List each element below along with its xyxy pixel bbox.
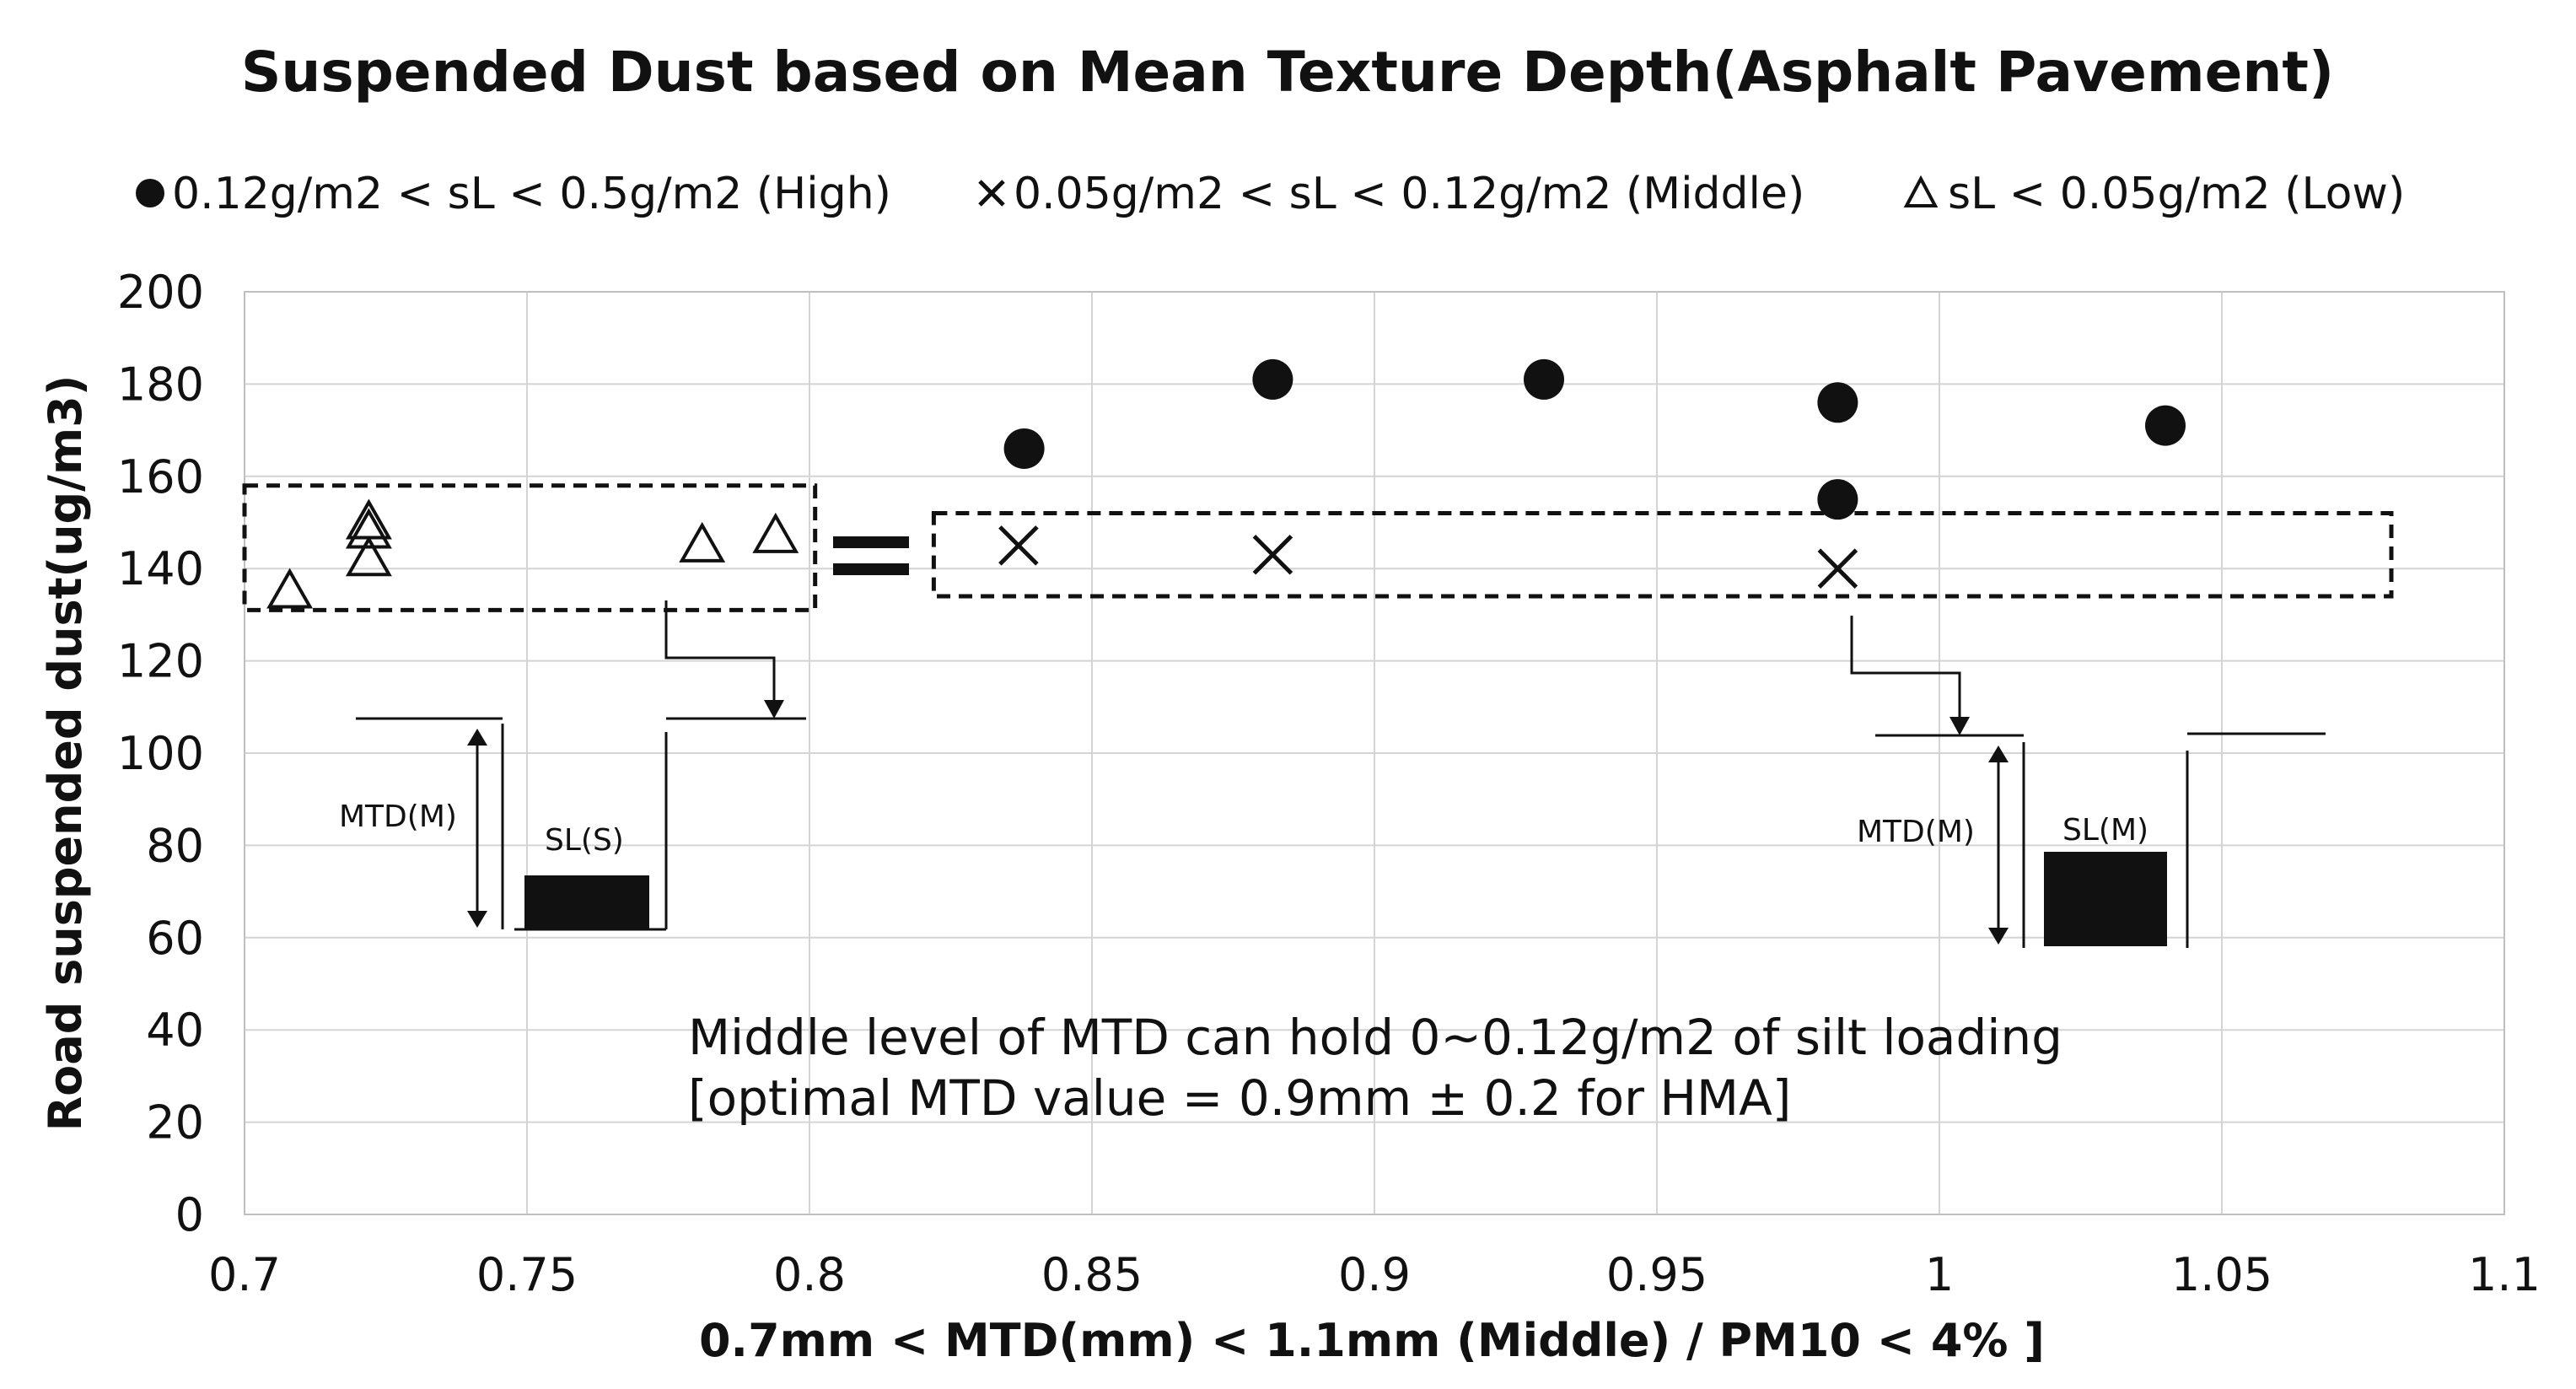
right-inset-diagram xyxy=(1852,616,2326,948)
left-inset-diagram xyxy=(339,600,806,929)
legend-label-high: 0.12g/m2 < sL < 0.5g/m2 (High) xyxy=(172,169,891,219)
data-point-high xyxy=(2145,406,2186,446)
y-tick-label: 140 xyxy=(116,542,204,596)
x-tick-label: 0.95 xyxy=(1605,1248,1708,1301)
data-point-high xyxy=(1252,359,1293,400)
x-tick-label: 1.05 xyxy=(2170,1248,2273,1301)
y-tick-label: 20 xyxy=(146,1096,204,1149)
x-tick-label: 0.85 xyxy=(1041,1248,1143,1301)
legend-marker-low xyxy=(1906,179,1935,206)
x-tick-label: 0.9 xyxy=(1338,1248,1411,1301)
dashed-region-2 xyxy=(933,514,2391,596)
series-cross xyxy=(1000,527,1856,587)
legend-item-low xyxy=(1906,169,2405,219)
data-point-middle xyxy=(1000,527,1037,564)
y-tick-label: 200 xyxy=(116,266,204,319)
data-point-low xyxy=(348,503,389,538)
legend-label-middle: 0.05g/m2 < sL < 0.12g/m2 (Middle) xyxy=(1014,169,1805,219)
data-point-high xyxy=(1817,382,1858,423)
x-tick-label: 0.75 xyxy=(476,1248,578,1301)
x-tick-label: 1.1 xyxy=(2468,1248,2541,1301)
x-axis-title: 0.7mm < MTD(mm) < 1.1mm (Middle) / PM10 < 4% ] xyxy=(698,1314,2046,1367)
data-point-middle xyxy=(1254,536,1291,573)
right-mtd-label: MTD(M) xyxy=(1857,815,1975,849)
legend-item-middle xyxy=(980,169,1804,219)
x-tick-label: 0.8 xyxy=(773,1248,846,1301)
data-point-low xyxy=(756,516,796,552)
y-tick-label: 100 xyxy=(116,727,204,780)
legend-marker-high xyxy=(136,179,164,207)
sl-bar-middle xyxy=(2044,852,2167,946)
legend-marker-middle xyxy=(980,181,1003,205)
legend xyxy=(136,169,2405,219)
y-tick-label: 180 xyxy=(116,358,204,412)
highlight-regions xyxy=(245,486,2391,611)
left-sl-label: SL(S) xyxy=(545,823,624,858)
region-connector xyxy=(833,536,909,575)
data-point-high xyxy=(1524,359,1564,400)
annotation-line-1: Middle level of MTD can hold 0~0.12g/m2 of silt loading xyxy=(688,1009,2062,1066)
series-triangle xyxy=(270,503,796,607)
y-axis-title: Road suspended dust(ug/m3) xyxy=(39,374,92,1132)
data-point-high xyxy=(1004,428,1045,469)
left-mtd-label: MTD(M) xyxy=(339,799,457,834)
legend-item-high xyxy=(136,169,891,219)
right-sl-label: SL(M) xyxy=(2062,813,2149,848)
x-tick-label: 0.7 xyxy=(208,1248,281,1301)
x-axis xyxy=(208,1248,2541,1301)
y-tick-label: 120 xyxy=(116,634,204,688)
y-axis xyxy=(117,266,204,1241)
legend-label-low: sL < 0.05g/m2 (Low) xyxy=(1948,169,2406,219)
data-points xyxy=(270,359,2186,607)
y-tick-label: 160 xyxy=(116,450,204,503)
annotation-line-2: [optimal MTD value = 0.9mm ± 0.2 for HMA] xyxy=(688,1069,1792,1127)
data-point-high xyxy=(1817,479,1858,520)
data-point-low xyxy=(682,525,723,561)
sl-bar-small xyxy=(524,875,649,929)
chart-title: Suspended Dust based on Mean Texture Depth(Asphalt Pavement) xyxy=(240,40,2335,105)
y-tick-label: 40 xyxy=(146,1004,204,1058)
data-point-low xyxy=(270,572,310,607)
y-tick-label: 80 xyxy=(146,819,204,873)
x-tick-label: 1 xyxy=(1924,1248,1955,1301)
y-tick-label: 0 xyxy=(175,1188,204,1241)
y-tick-label: 60 xyxy=(146,911,204,965)
dashed-region-1 xyxy=(245,486,815,611)
